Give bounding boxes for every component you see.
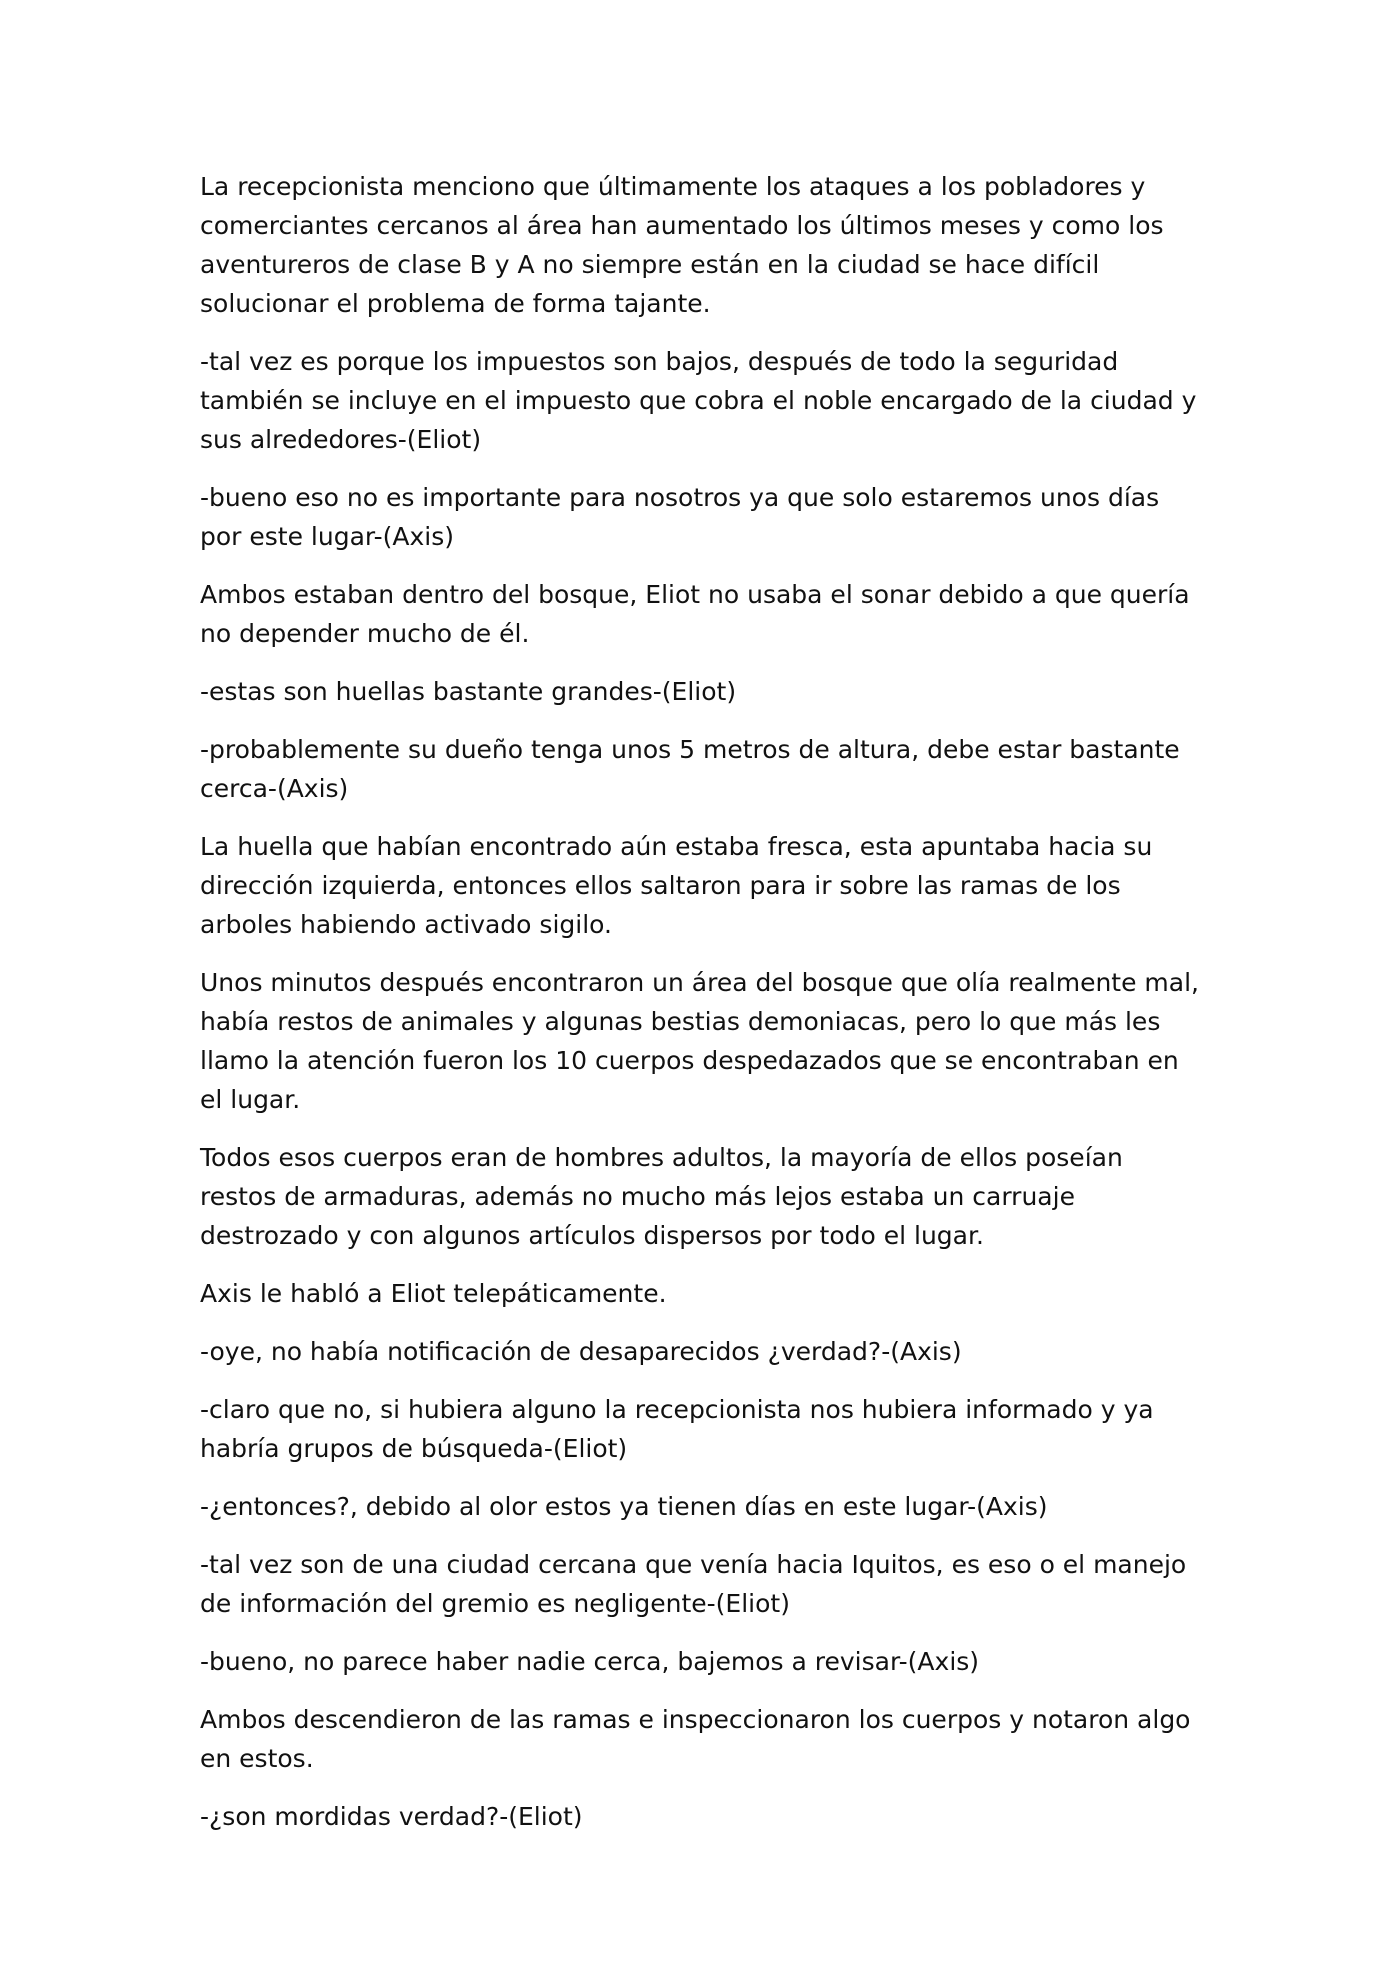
- paragraph: -tal vez es porque los impuestos son bajos, después de todo la seguridad también se incluye en el impuesto que cobra el noble encargado de la ciudad y sus alrededores-(Eliot): [200, 347, 1197, 454]
- paragraph: -probablemente su dueño tenga unos 5 metros de altura, debe estar bastante cerca-(Axis): [200, 735, 1180, 803]
- paragraph: Todos esos cuerpos eran de hombres adultos, la mayoría de ellos poseían restos de armaduras, además no mucho más lejos estaba un carruaje destrozado y con algunos artículos dispersos por todo el lugar.: [200, 1143, 1123, 1250]
- paragraph: -bueno, no parece haber nadie cerca, bajemos a revisar-(Axis): [200, 1647, 980, 1676]
- paragraph: -estas son huellas bastante grandes-(Eliot): [200, 677, 737, 706]
- paragraph: -¿entonces?, debido al olor estos ya tienen días en este lugar-(Axis): [200, 1492, 1048, 1521]
- paragraph: La huella que habían encontrado aún estaba fresca, esta apuntaba hacia su dirección izquierda, entonces ellos saltaron para ir sobre las ramas de los arboles habiendo activado sigilo.: [200, 832, 1153, 939]
- paragraph: Ambos estaban dentro del bosque, Eliot no usaba el sonar debido a que quería no depender mucho de él.: [200, 580, 1190, 648]
- paragraph: -¿son mordidas verdad?-(Eliot): [200, 1802, 583, 1831]
- paragraph: -oye, no había notificación de desaparecidos ¿verdad?-(Axis): [200, 1337, 962, 1366]
- paragraph: -claro que no, si hubiera alguno la recepcionista nos hubiera informado y ya habría grupos de búsqueda-(Eliot): [200, 1395, 1154, 1463]
- document-body: [200, 167, 1200, 1855]
- paragraph: -bueno eso no es importante para nosotros ya que solo estaremos unos días por este lugar-(Axis): [200, 483, 1160, 551]
- paragraph: -tal vez son de una ciudad cercana que venía hacia Iquitos, es eso o el manejo de información del gremio es negligente-(Eliot): [200, 1550, 1187, 1618]
- paragraph: La recepcionista menciono que últimamente los ataques a los pobladores y comerciantes cercanos al área han aumentado los últimos meses y como los aventureros de clase B y A no siempre están en la ciudad se hace difícil solucionar el problema de forma tajante.: [200, 172, 1164, 318]
- paragraph: Unos minutos después encontraron un área del bosque que olía realmente mal, había restos de animales y algunas bestias demoniacas, pero lo que más les llamo la atención fueron los 10 cuerpos despedazados que se encontraban en el lugar.: [200, 968, 1199, 1114]
- paragraph: Axis le habló a Eliot telepáticamente.: [200, 1279, 667, 1308]
- paragraph: Ambos descendieron de las ramas e inspeccionaron los cuerpos y notaron algo en estos.: [200, 1705, 1191, 1773]
